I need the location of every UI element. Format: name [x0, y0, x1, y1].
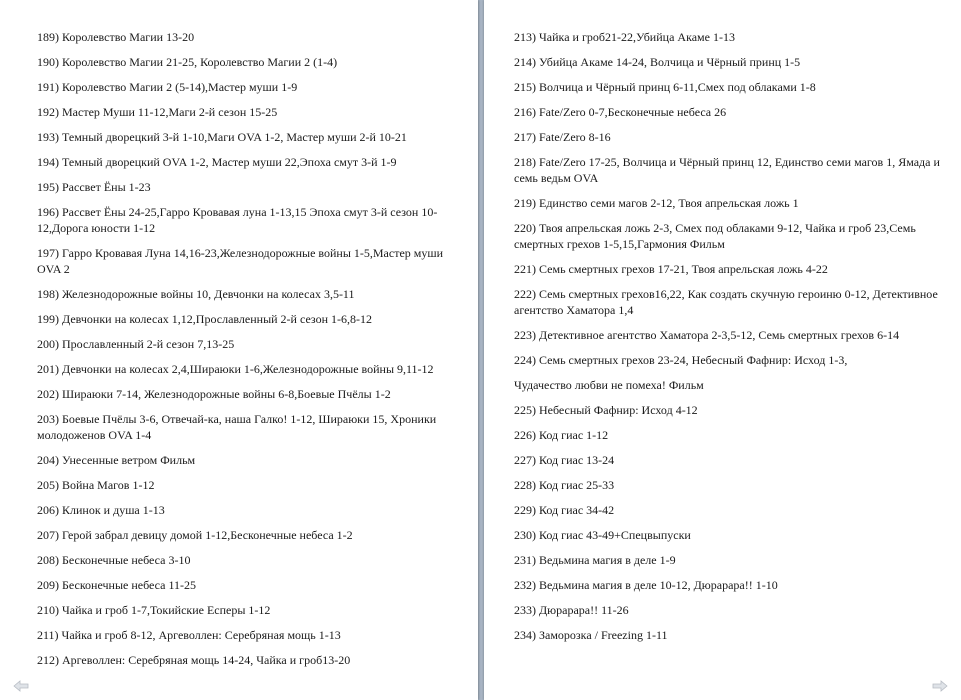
list-item: 218) Fate/Zero 17-25, Волчица и Чёрный принц 12, Единство семи магов 1, Ямада и семь ведьм OVA	[514, 155, 940, 185]
list-item: 224) Семь смертных грехов 23-24, Небесный Фафнир: Исход 1-3,	[514, 353, 848, 367]
list-item: 206) Клинок и душа 1-13	[37, 503, 165, 517]
list-item: 196) Рассвет Ёны 24-25,Гарро Кровавая луна 1-13,15 Эпоха смут 3-й сезон 10-12,Дорога юности 1-12	[37, 205, 438, 235]
list-item: 200) Прославленный 2-й сезон 7,13-25	[37, 337, 235, 351]
list-item: 208) Бесконечные небеса 3-10	[37, 553, 191, 567]
list-item: 209) Бесконечные небеса 11-25	[37, 578, 197, 592]
list-item: 220) Твоя апрельская ложь 2-3, Смех под облаками 9-12, Чайка и гроб 23,Семь смертных грехов 1-5,15,Гармония Фильм	[514, 221, 916, 251]
left-page	[0, 0, 478, 700]
list-item: 230) Код гиас 43-49+Спецвыпуски	[514, 528, 691, 542]
list-item: 199) Девчонки на колесах 1,12,Прославленный 2-й сезон 1-6,8-12	[37, 312, 372, 326]
right-page-lines	[514, 29, 944, 652]
list-item: 202) Шираюки 7-14, Железнодорожные войны 6-8,Боевые Пчёлы 1-2	[37, 387, 391, 401]
list-item: 216) Fate/Zero 0-7,Бесконечные небеса 26	[514, 105, 727, 119]
next-page-button[interactable]	[932, 680, 948, 692]
arrow-right-icon	[932, 680, 948, 692]
list-item: 193) Темный дворецкий 3-й 1-10,Маги OVA 1-2, Мастер муши 2-й 10-21	[37, 130, 407, 144]
list-item: 214) Убийца Акаме 14-24, Волчица и Чёрный принц 1-5	[514, 55, 801, 69]
list-item: 215) Волчица и Чёрный принц 6-11,Смех под облаками 1-8	[514, 80, 816, 94]
list-item: 205) Война Магов 1-12	[37, 478, 155, 492]
list-item: 212) Аргеволлен: Серебряная мощь 14-24, Чайка и гроб13-20	[37, 653, 351, 667]
list-item: 222) Семь смертных грехов16,22, Как создать скучную героиню 0-12, Детективное агентство Хаматора 1,4	[514, 287, 938, 317]
list-item: 232) Ведьмина магия в деле 10-12, Дюрарара!! 1-10	[514, 578, 778, 592]
list-item: 221) Семь смертных грехов 17-21, Твоя апрельская ложь 4-22	[514, 262, 828, 276]
list-item: 217) Fate/Zero 8-16	[514, 130, 611, 144]
list-item: 203) Боевые Пчёлы 3-6, Отвечай-ка, наша Галко! 1-12, Шираюки 15, Хроники молодоженов OVA 1-4	[37, 412, 437, 442]
list-item: 197) Гарро Кровавая Луна 14,16-23,Железнодорожные войны 1-5,Мастер муши OVA 2	[37, 246, 444, 276]
list-item: 207) Герой забрал девицу домой 1-12,Бесконечные небеса 1-2	[37, 528, 353, 542]
list-item: 231) Ведьмина магия в деле 1-9	[514, 553, 676, 567]
list-item: 223) Детективное агентство Хаматора 2-3,5-12, Семь смертных грехов 6-14	[514, 328, 900, 342]
list-item: Чудачество любви не помеха! Фильм	[514, 378, 704, 392]
right-page	[484, 0, 961, 700]
list-item: 190) Королевство Магии 21-25, Королевство Магии 2 (1-4)	[37, 55, 338, 69]
list-item: 198) Железнодорожные войны 10, Девчонки на колесах 3,5-11	[37, 287, 355, 301]
list-item: 192) Мастер Муши 11-12,Маги 2-й сезон 15-25	[37, 105, 278, 119]
list-item: 189) Королевство Магии 13-20	[37, 30, 195, 44]
list-item: 213) Чайка и гроб21-22,Убийца Акаме 1-13	[514, 30, 735, 44]
left-page-lines	[37, 29, 457, 677]
list-item: 226) Код гиас 1-12	[514, 428, 609, 442]
list-item: 210) Чайка и гроб 1-7,Токийские Есперы 1-12	[37, 603, 271, 617]
list-item: 225) Небесный Фафнир: Исход 4-12	[514, 403, 698, 417]
list-item: 229) Код гиас 34-42	[514, 503, 615, 517]
list-item: 227) Код гиас 13-24	[514, 453, 615, 467]
arrow-left-icon	[13, 680, 29, 692]
list-item: 195) Рассвет Ёны 1-23	[37, 180, 151, 194]
list-item: 234) Заморозка / Freezing 1-11	[514, 628, 668, 642]
prev-page-button[interactable]	[13, 680, 29, 692]
list-item: 194) Темный дворецкий OVA 1-2, Мастер муши 22,Эпоха смут 3-й 1-9	[37, 155, 397, 169]
list-item: 233) Дюрарара!! 11-26	[514, 603, 629, 617]
list-item: 204) Унесенные ветром Фильм	[37, 453, 196, 467]
list-item: 201) Девчонки на колесах 2,4,Шираюки 1-6,Железнодорожные войны 9,11-12	[37, 362, 434, 376]
list-item: 219) Единство семи магов 2-12, Твоя апрельская ложь 1	[514, 196, 799, 210]
list-item: 191) Королевство Магии 2 (5-14),Мастер муши 1-9	[37, 80, 298, 94]
list-item: 228) Код гиас 25-33	[514, 478, 615, 492]
list-item: 211) Чайка и гроб 8-12, Аргеволлен: Серебряная мощь 1-13	[37, 628, 341, 642]
